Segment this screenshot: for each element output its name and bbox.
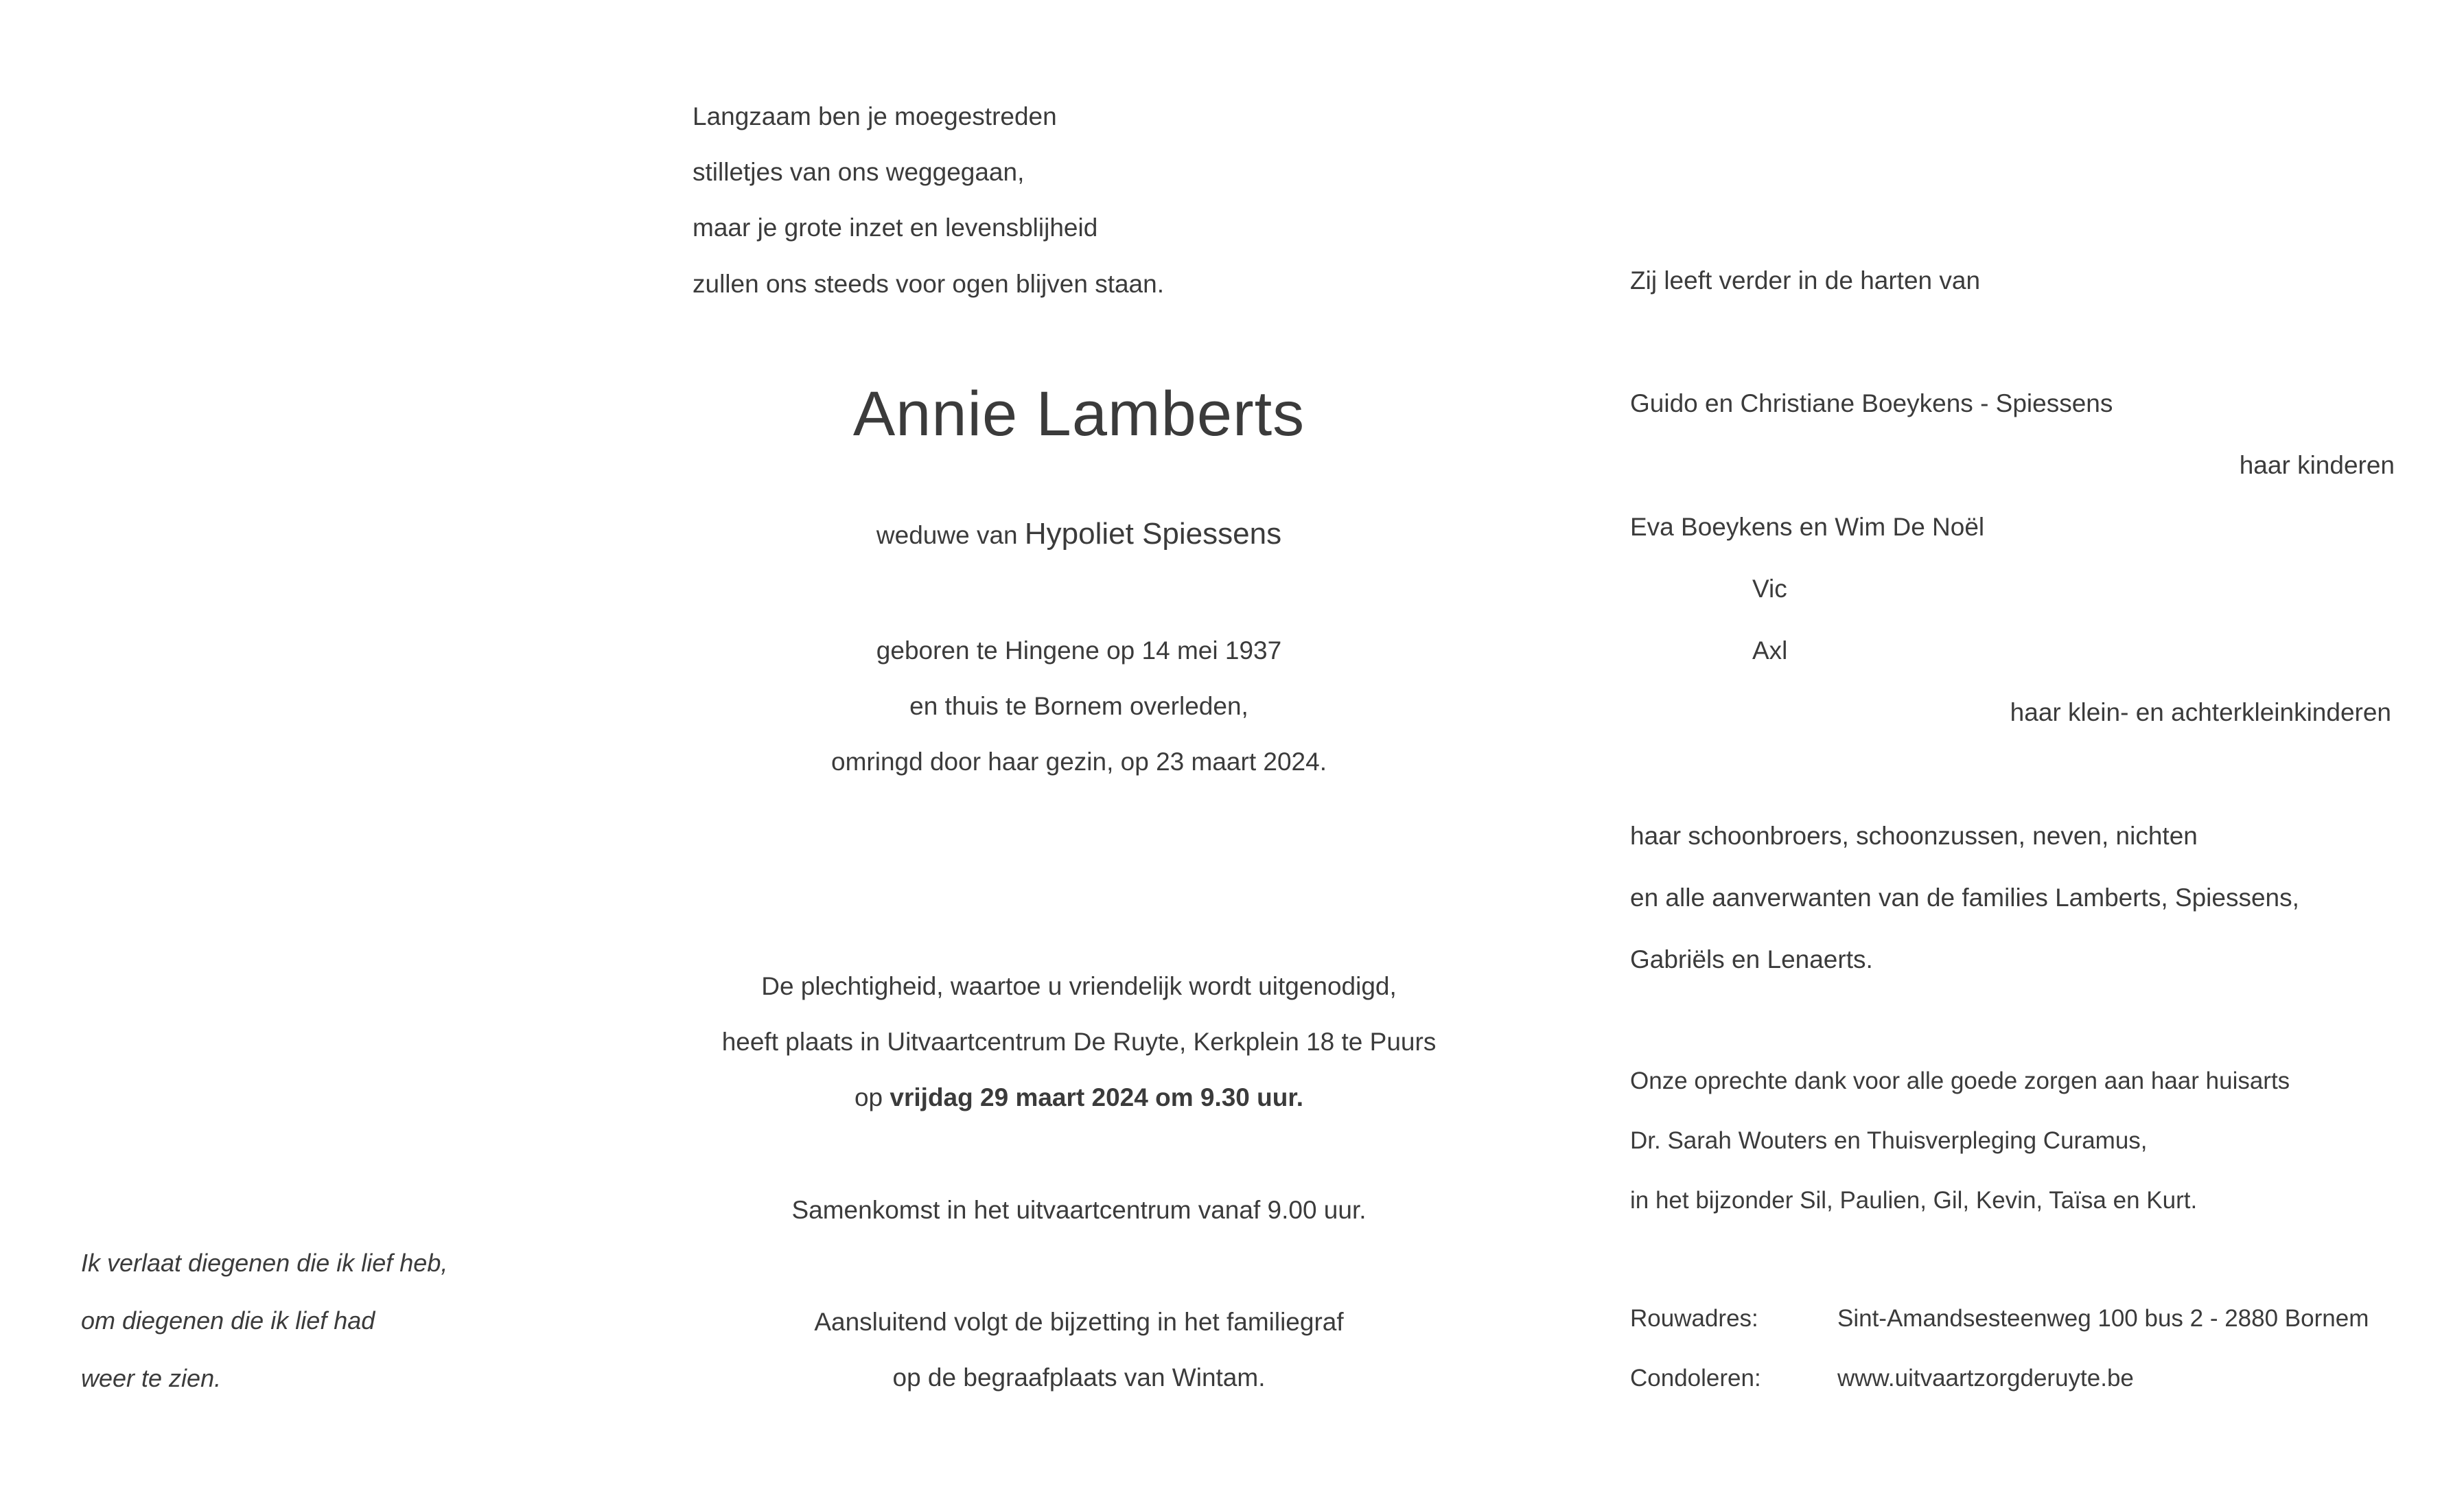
burial-line: Aansluitend volgt de bijzetting in het familiegraf xyxy=(814,1308,1344,1336)
poem-bottom-line: weer te zien. xyxy=(81,1364,222,1392)
poem-top-line: Langzaam ben je moegestreden xyxy=(693,102,1057,130)
address-label: Rouwadres: xyxy=(1630,1305,1758,1332)
great-grandchild: Vic xyxy=(1752,575,1787,603)
thanks-line: in het bijzonder Sil, Paulien, Gil, Kevin, Taïsa en Kurt. xyxy=(1630,1187,2198,1214)
children-names: Guido en Christiane Boeykens - Spiessens xyxy=(1630,389,2113,417)
ceremony-invitation: De plechtigheid, waartoe u vriendelijk wordt uitgenodigd, xyxy=(761,972,1397,1000)
relatives-line: haar schoonbroers, schoonzussen, neven, nichten xyxy=(1630,822,2198,850)
death-date-line: omringd door haar gezin, op 23 maart 2024. xyxy=(831,748,1327,776)
great-grandchild: Axl xyxy=(1752,636,1788,665)
grandchildren-label: haar klein- en achterkleinkinderen xyxy=(2010,698,2391,726)
ceremony-date-prefix: op xyxy=(854,1083,890,1111)
widow-line xyxy=(876,519,1281,551)
thanks-line: Onze oprechte dank voor alle goede zorgen aan haar huisarts xyxy=(1630,1068,2290,1094)
deceased-name: Annie Lamberts xyxy=(852,379,1305,449)
widow-prefix: weduwe van xyxy=(876,521,1025,549)
spouse-name: Hypoliet Spiessens xyxy=(1024,517,1282,551)
condolence-label: Condoleren: xyxy=(1630,1365,1761,1392)
children-label: haar kinderen xyxy=(2239,451,2395,479)
poem-bottom-line: om diegenen die ik lief had xyxy=(81,1306,375,1335)
poem-top-line: zullen ons steeds voor ogen blijven staan. xyxy=(693,270,1164,298)
burial-place-line: op de begraafplaats van Wintam. xyxy=(892,1363,1266,1392)
death-line: en thuis te Bornem overleden, xyxy=(909,692,1248,720)
ceremony-datetime xyxy=(855,1083,1303,1113)
thanks-line: Dr. Sarah Wouters en Thuisverpleging Curamus, xyxy=(1630,1127,2148,1154)
birth-line: geboren te Hingene op 14 mei 1937 xyxy=(876,636,1282,665)
address-value: Sint-Amandsesteenweg 100 bus 2 - 2880 Bornem xyxy=(1837,1305,2369,1332)
grandchildren-names: Eva Boeykens en Wim De Noël xyxy=(1630,513,1985,541)
gathering-line: Samenkomst in het uitvaartcentrum vanaf 9.00 uur. xyxy=(791,1196,1367,1224)
poem-top-line: maar je grote inzet en levensblijheid xyxy=(693,214,1098,242)
poem-top-line: stilletjes van ons weggegaan, xyxy=(693,158,1025,186)
poem-bottom-line: Ik verlaat diegenen die ik lief heb, xyxy=(81,1249,448,1277)
ceremony-location: heeft plaats in Uitvaartcentrum De Ruyte, Kerkplein 18 te Puurs xyxy=(721,1028,1437,1056)
condolence-website: www.uitvaartzorgderuyte.be xyxy=(1837,1365,2134,1392)
relatives-line: en alle aanverwanten van de families Lamberts, Spiessens, xyxy=(1630,884,2299,912)
relatives-line: Gabriëls en Lenaerts. xyxy=(1630,945,1873,973)
family-intro: Zij leeft verder in de harten van xyxy=(1630,266,1981,295)
ceremony-date: vrijdag 29 maart 2024 om 9.30 uur. xyxy=(890,1083,1304,1111)
